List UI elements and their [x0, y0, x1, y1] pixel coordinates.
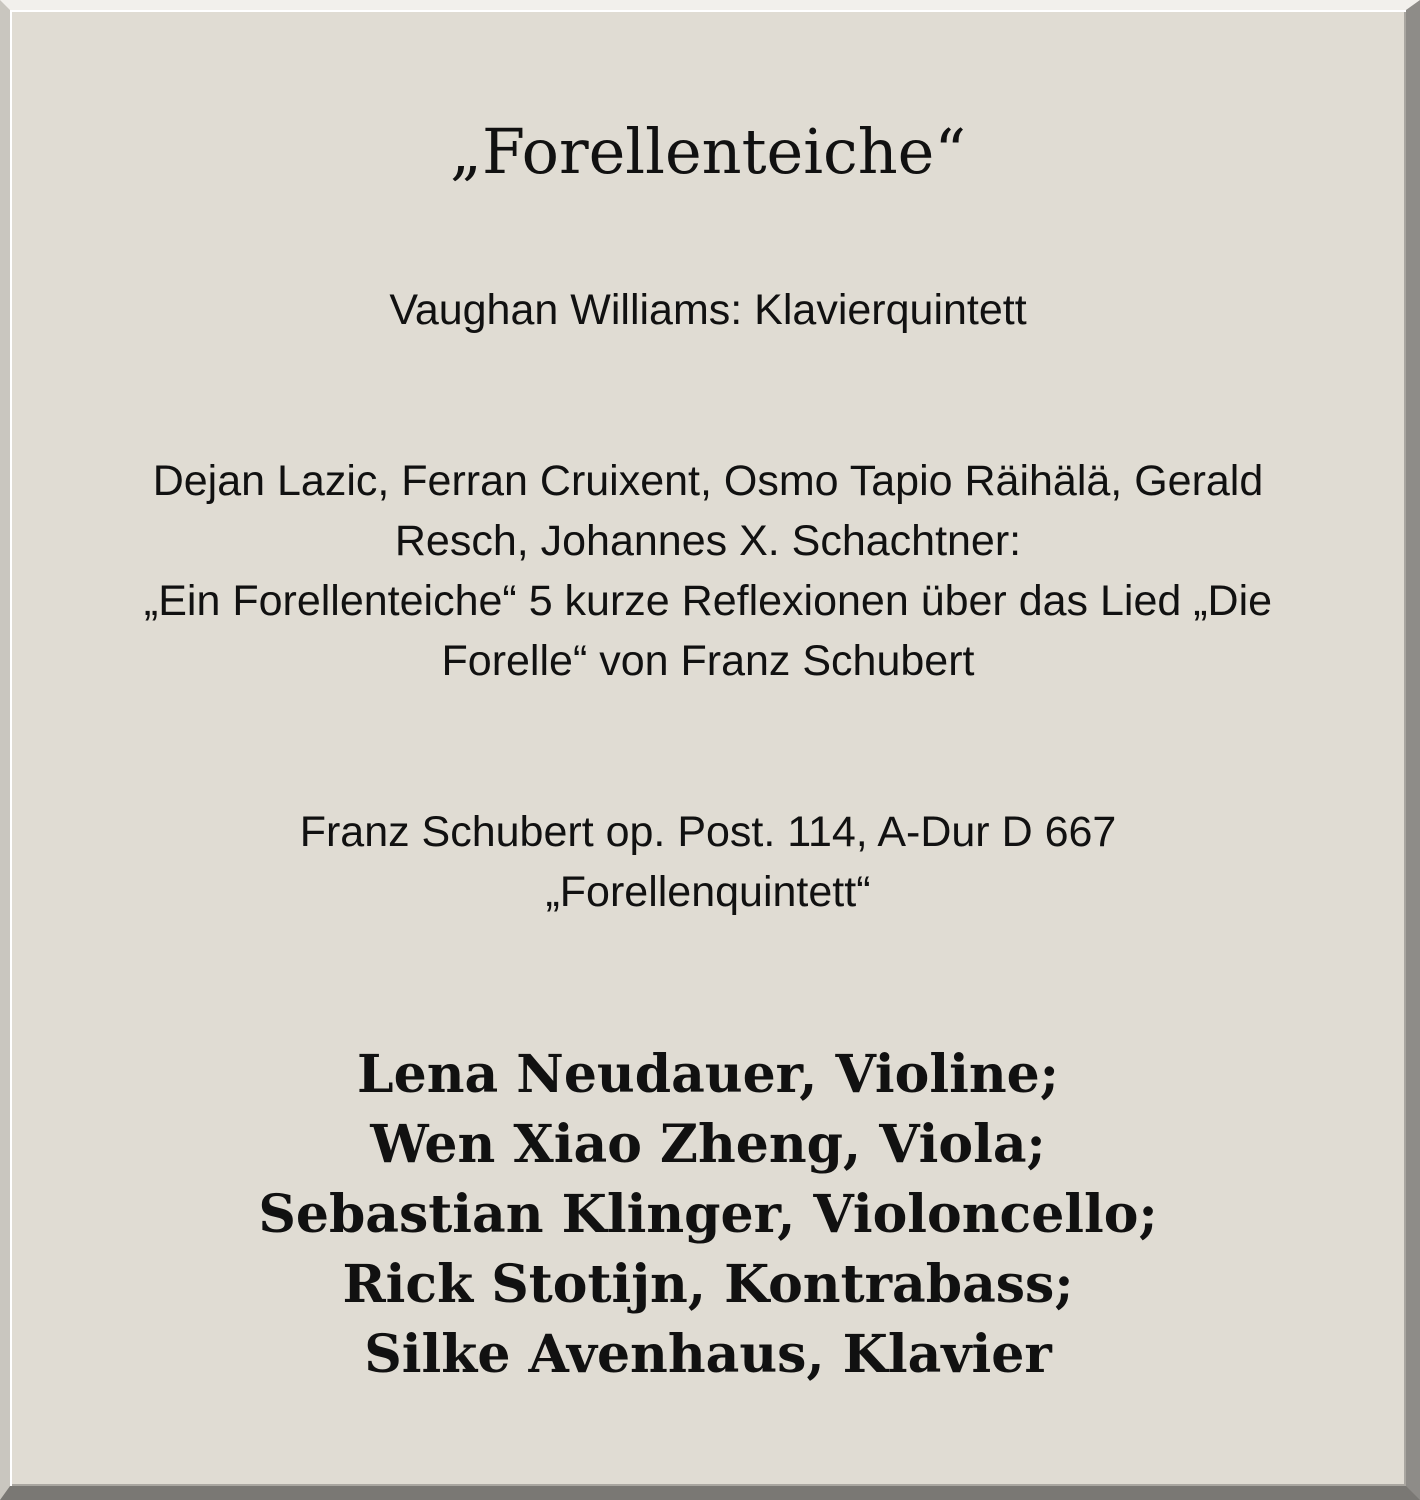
program-item-3-line-1: Franz Schubert op. Post. 114, A-Dur D 667: [299, 808, 1117, 856]
performer-violin: Lena Neudauer, Violine;: [357, 1044, 1059, 1105]
program-item-2-line-2: Resch, Johannes X. Schachtner:: [394, 517, 1022, 565]
program-item-2: [50, 451, 1366, 691]
concert-title: „Forellenteiche“: [449, 115, 967, 188]
performer-viola: Wen Xiao Zheng, Viola;: [370, 1114, 1046, 1175]
program-item-2-line-4: Forelle“ von Franz Schubert: [441, 637, 975, 685]
program-item-3-line-2: „Forellenquintett“: [545, 868, 871, 916]
program-item-2-line-3: „Ein Forellenteiche“ 5 kurze Reflexionen über das Lied „Die: [143, 577, 1273, 625]
performer-cello: Sebastian Klinger, Violoncello;: [258, 1184, 1158, 1245]
performer-piano: Silke Avenhaus, Klavier: [364, 1324, 1052, 1385]
program-item-1-line-1: Vaughan Williams: Klavierquintett: [389, 286, 1027, 334]
performer-list: [10, 1040, 1406, 1390]
program-item-2-line-1: Dejan Lazic, Ferran Cruixent, Osmo Tapio Räihälä, Gerald: [152, 457, 1264, 505]
program-item-3: [50, 802, 1366, 922]
program-item-1: [50, 280, 1366, 340]
performer-double-bass: Rick Stotijn, Kontrabass;: [342, 1254, 1074, 1315]
